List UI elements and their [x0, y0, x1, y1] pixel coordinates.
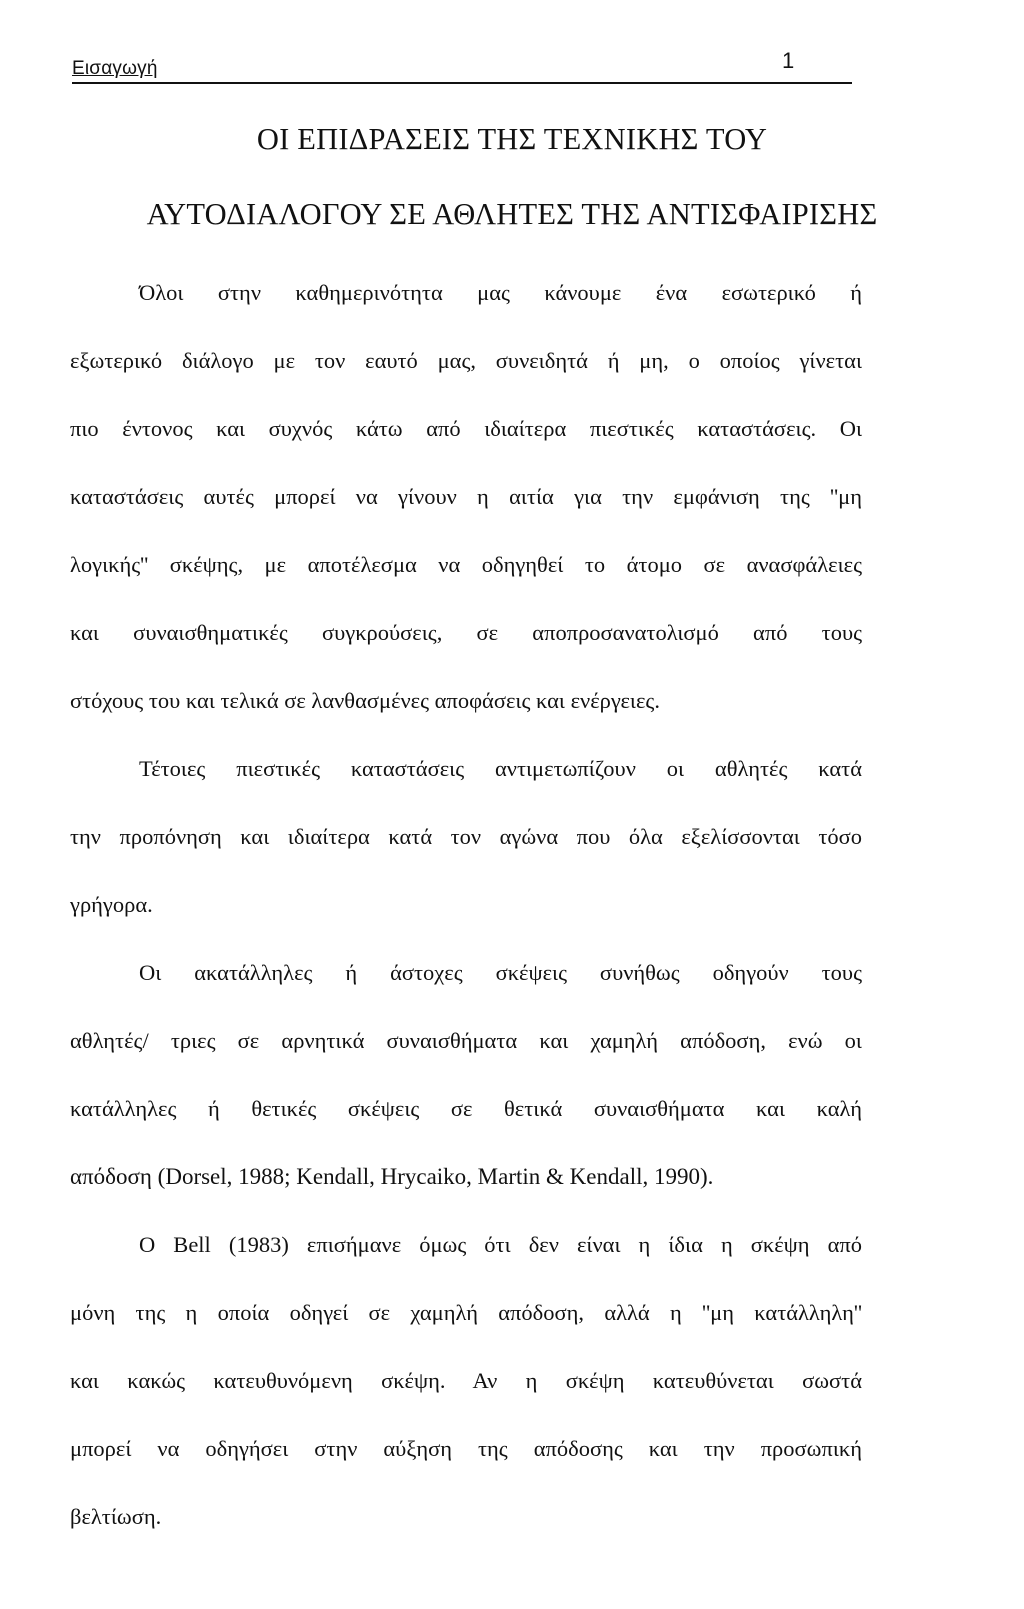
body-line-7: στόχους του και τελικά σε λανθασμένες αποφάσεις και ενέργειες.	[70, 688, 660, 713]
body-line-18: μπορεί να οδηγήσει στην αύξηση της απόδοσης και την προσωπική	[70, 1436, 862, 1461]
body-line-19: βελτίωση.	[70, 1504, 162, 1529]
body-line-10: γρήγορα.	[70, 892, 153, 917]
body-line-9: την προπόνηση και ιδιαίτερα κατά τον αγώνα που όλα εξελίσσονται τόσο	[70, 824, 862, 849]
body-line-5: λογικής'' σκέψης, με αποτέλεσμα να οδηγηθεί το άτομο σε ανασφάλειες	[70, 552, 862, 577]
body-line-14: απόδοση (Dorsel, 1988; Kendall, Hrycaiko, Martin & Kendall, 1990).	[70, 1164, 714, 1189]
body-line-3: πιο έντονος και συχνός κάτω από ιδιαίτερα πιεστικές καταστάσεις. Οι	[70, 416, 862, 441]
body-line-6: και συναισθηματικές συγκρούσεις, σε αποπροσανατολισμό από τους	[70, 620, 862, 645]
chapter-title-line-2: ΑΥΤΟΔΙΑΛΟΓΟΥ ΣΕ ΑΘΛΗΤΕΣ ΤΗΣ ΑΝΤΙΣΦΑΙΡΙΣΗΣ	[146, 197, 878, 231]
body-line-1: Όλοι στην καθημερινότητα μας κάνουμε ένα εσωτερικό ή	[139, 280, 862, 305]
body-line-8: Τέτοιες πιεστικές καταστάσεις αντιμετωπίζουν οι αθλητές κατά	[139, 756, 862, 781]
running-header	[72, 48, 852, 84]
body-line-17: και κακώς κατευθυνόμενη σκέψη. Αν η σκέψη κατευθύνεται σωστά	[70, 1368, 862, 1393]
body-line-16: μόνη της η οποία οδηγεί σε χαμηλή απόδοση, αλλά η ''μη κατάλληλη''	[70, 1300, 862, 1325]
chapter-title-line-1: ΟΙ ΕΠΙΔΡΑΣΕΙΣ ΤΗΣ ΤΕΧΝΙΚΗΣ ΤΟΥ	[256, 122, 768, 156]
body-line-12: αθλητές/ τριες σε αρνητικά συναισθήματα και χαμηλή απόδοση, ενώ οι	[70, 1028, 862, 1053]
body-line-13: κατάλληλες ή θετικές σκέψεις σε θετικά συναισθήματα και καλή	[70, 1096, 862, 1121]
body-line-2: εξωτερικό διάλογο με τον εαυτό μας, συνειδητά ή μη, ο οποίος γίνεται	[70, 348, 862, 373]
page-number: 1	[782, 48, 795, 73]
body-line-15: Ο Bell (1983) επισήμανε όμως ότι δεν είναι η ίδια η σκέψη από	[139, 1232, 862, 1257]
header-section-title: Εισαγωγή	[72, 58, 158, 79]
body-line-4: καταστάσεις αυτές μπορεί να γίνουν η αιτία για την εμφάνιση της ''μη	[70, 484, 862, 509]
body-line-11: Οι ακατάλληλες ή άστοχες σκέψεις συνήθως οδηγούν τους	[139, 960, 862, 985]
